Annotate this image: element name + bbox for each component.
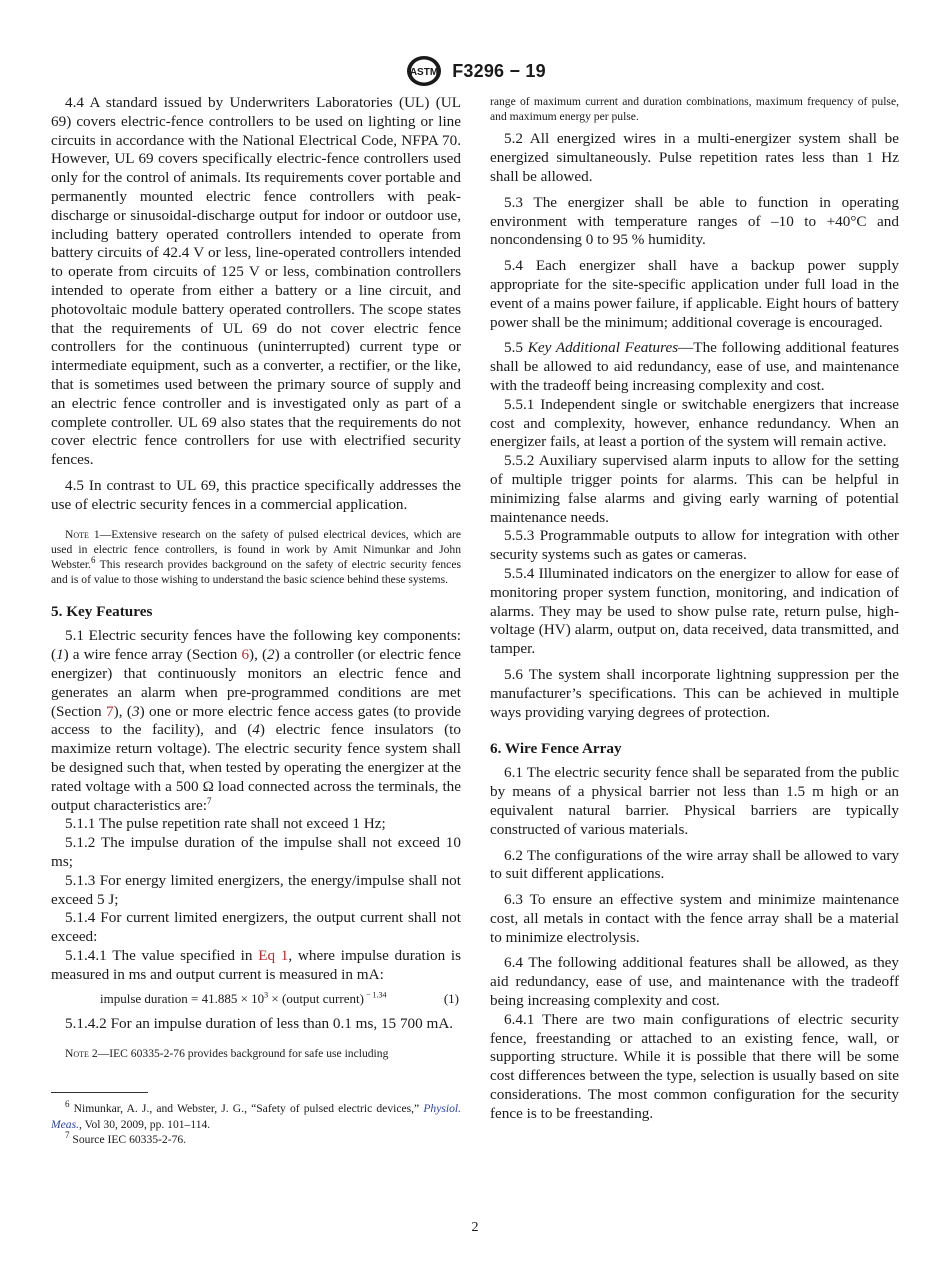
equation-number: (1) xyxy=(443,991,459,1007)
note-2-continued: range of maximum current and duration combinations, maximum frequency of pulse, and maximum energy per pulse. xyxy=(490,95,899,124)
paragraph-5-1-2: 5.1.2 The impulse duration of the impulse shall not exceed 10 ms; xyxy=(51,834,461,870)
paragraph-5-1-4-1: 5.1.4.1 The value specified in Eq 1, where impulse duration is measured in ms and output current is measured in mA: xyxy=(51,946,462,983)
document-id: F3296 − 19 xyxy=(452,60,546,81)
paragraph-6-4: 6.4 The following additional features shall be allowed, as they aid redundancy, ease of use, and maintenance with the tradeoff being increasing complexity and cost. xyxy=(490,954,899,1010)
paragraph-5-5-3: 5.5.3 Programmable outputs to allow for integration with other security systems such as gates or cameras. xyxy=(490,527,899,564)
paragraph-6-4-1: 6.4.1 There are two main configurations of electric security fence, freestanding or attached to an existing fence, wall, or supporting structure. While it is possible that there will be some cost differences between the type, selection is usually based on site considerations. The most common configuration for the security fence is to be freestanding. xyxy=(490,1010,899,1122)
left-column xyxy=(51,94,461,1147)
paragraph-4-4: 4.4 A standard issued by Underwriters Laboratories (UL) (UL 69) covers electric-fence controllers to be used on lighting or line circuits in accordance with the National Electrical Code, NFPA 70. However, UL 69 covers specifically electric-fence controllers used only for the control of animals. Its requirements cover portable and permanently mounted electric fence controllers with peak-discharge or sinusoidal-discharge output for indoor or outdoor use, including battery operated controllers intended to operate from battery circuits of 42.4 V or less, line-operated controllers intended to operate from circuits of 125 V or less, combination controllers intended to operate from either a battery or a line circuit, and photovoltaic module battery operated controllers. The scope states that the requirements of UL 69 do not cover electric fence controllers for the continuous (uninterrupted) current type or intermediate equipment, such as a converter, a rectifier, or the like, that is sometimes used between the primary source of supply and an electric fence controller and is investigated only as part of a complete controller. UL 69 also states that the requirements do not cover electric fence controllers for use with electrified security fences. xyxy=(51,94,461,469)
paragraph-5-3: 5.3 The energizer shall be able to function in operating environment with temperature ranges of –10 to +40°C and noncondensing 0 to 95 % humidity. xyxy=(490,193,899,249)
paragraph-5-4: 5.4 Each energizer shall have a backup power supply appropriate for the site-specific application under full load in the event of a mains power failure, if applicable. Eight hours of battery power shall be the minimum; additional coverage is encouraged. xyxy=(490,257,899,331)
paragraph-4-5: 4.5 In contrast to UL 69, this practice specifically addresses the use of electric security fences in a commercial application. xyxy=(51,476,461,513)
section-7-link[interactable]: 7 xyxy=(106,702,114,720)
note-2: Note 2—IEC 60335-2-76 provides background for safe use including xyxy=(65,1047,389,1061)
astm-logo-icon xyxy=(404,54,444,88)
paragraph-6-1: 6.1 The electric security fence shall be separated from the public by means of a physical barrier not less than 1.5 m high or an equivalent natural barrier. Physical barriers are typically constructed of various materials. xyxy=(490,764,899,838)
equation-1-link[interactable]: Eq 1 xyxy=(258,946,289,964)
section-6-link[interactable]: 6 xyxy=(241,646,250,664)
section-5-heading: 5. Key Features xyxy=(51,603,153,621)
paragraph-6-2: 6.2 The configurations of the wire array shall be allowed to vary to suit different applications. xyxy=(490,846,899,883)
paragraph-6-3: 6.3 To ensure an effective system and minimize maintenance cost, all metals in contact with the fence array shall be a material to minimize electrolysis. xyxy=(490,891,899,946)
paragraph-5-1-3: 5.1.3 For energy limited energizers, the energy/impulse shall not exceed 5 J; xyxy=(51,871,461,908)
page-number: 2 xyxy=(471,1220,479,1235)
right-column xyxy=(490,94,899,1124)
paragraph-5-2: 5.2 All energized wires in a multi-energizer system shall be energized simultaneously. Pulse repetition rates less than 1 Hz shall be allowed. xyxy=(490,130,899,185)
section-6-heading: 6. Wire Fence Array xyxy=(490,740,622,758)
paragraph-5-1-4-2: 5.1.4.2 For an impulse duration of less than 0.1 ms, 15 700 mA. xyxy=(65,1015,454,1033)
paragraph-5-1-1: 5.1.1 The pulse repetition rate shall not exceed 1 Hz; xyxy=(65,815,386,833)
journal-link[interactable]: Physiol. Meas. xyxy=(51,1102,461,1131)
svg-text:ASTM: ASTM xyxy=(410,67,439,78)
paragraph-5-1-4: 5.1.4 For current limited energizers, the output current shall not exceed: xyxy=(51,909,461,946)
paragraph-5-5-2: 5.5.2 Auxiliary supervised alarm inputs to allow for the setting of multiple trigger points for alarms. This can be helpful in minimizing false alarms and giving early warning of potential maintenance needs. xyxy=(490,452,899,526)
footnote-7: $^7$ Source IEC 60335-2-76. xyxy=(65,1130,187,1146)
footnote-6: $^6$ Nimunkar, A. J., and Webster, J. G., “Safety of pulsed electric devices,” Physiol. Meas., Vol 30, 2009, pp. 101–114. xyxy=(51,1099,461,1131)
equation-1: impulse duration = $41.885 \times 10^3$ × (output current) $^{- 1.34}$ (1) xyxy=(100,991,459,1007)
paragraph-5-5: 5.5 Key Additional Features—The following additional features shall be allowed to aid redundancy, ease of use, and maintenance with the tradeoff being increasing complexity and cost. xyxy=(490,339,899,394)
paragraph-5-6: 5.6 The system shall incorporate lightning suppression per the manufacturer’s specifications. This can be achieved in multiple ways providing varying degrees of protection. xyxy=(490,665,899,721)
footnote-divider xyxy=(51,1092,148,1093)
paragraph-5-1: 5.1 Electric security fences have the following key components: (1) a wire fence array (Section 6), (2) a controller (or electric fence energizer) that continuously monitors an electric fence and generates an alarm when pre-programmed conditions are met (Section 7), (3) one or more electric fence access gates (to provide access to the facility), and (4) electric fence insulators (to maximize return voltage). The electric security fence system shall be designed such that, when tested by operating the energizer at the rated voltage with a 500 Ω load connected across the terminals, the output characteristics are:$^7$ xyxy=(51,627,462,814)
paragraph-5-5-4: 5.5.4 Illuminated indicators on the energizer to allow for ease of monitoring proper system function, monitoring, and indication of alarms. They may be used to show pulse rate, return pulse, high-voltage (HV) alarm, output on, data received, data transmitted, and tamper. xyxy=(490,564,899,658)
paragraph-5-5-1: 5.5.1 Independent single or switchable energizers that increase cost and complexity, however, enhance redundancy. When an energizer fails, at least a portion of the system will remain active. xyxy=(490,395,899,451)
note-1: Note 1—Extensive research on the safety of pulsed electrical devices, which are used in electric fence controllers, is found in work by Amit Nimunkar and John Webster.$^6$ This research provides background on the safety of electric security fences and is of value to those wishing to understand the basic science behind these systems. xyxy=(51,527,461,587)
page-header xyxy=(0,54,950,88)
